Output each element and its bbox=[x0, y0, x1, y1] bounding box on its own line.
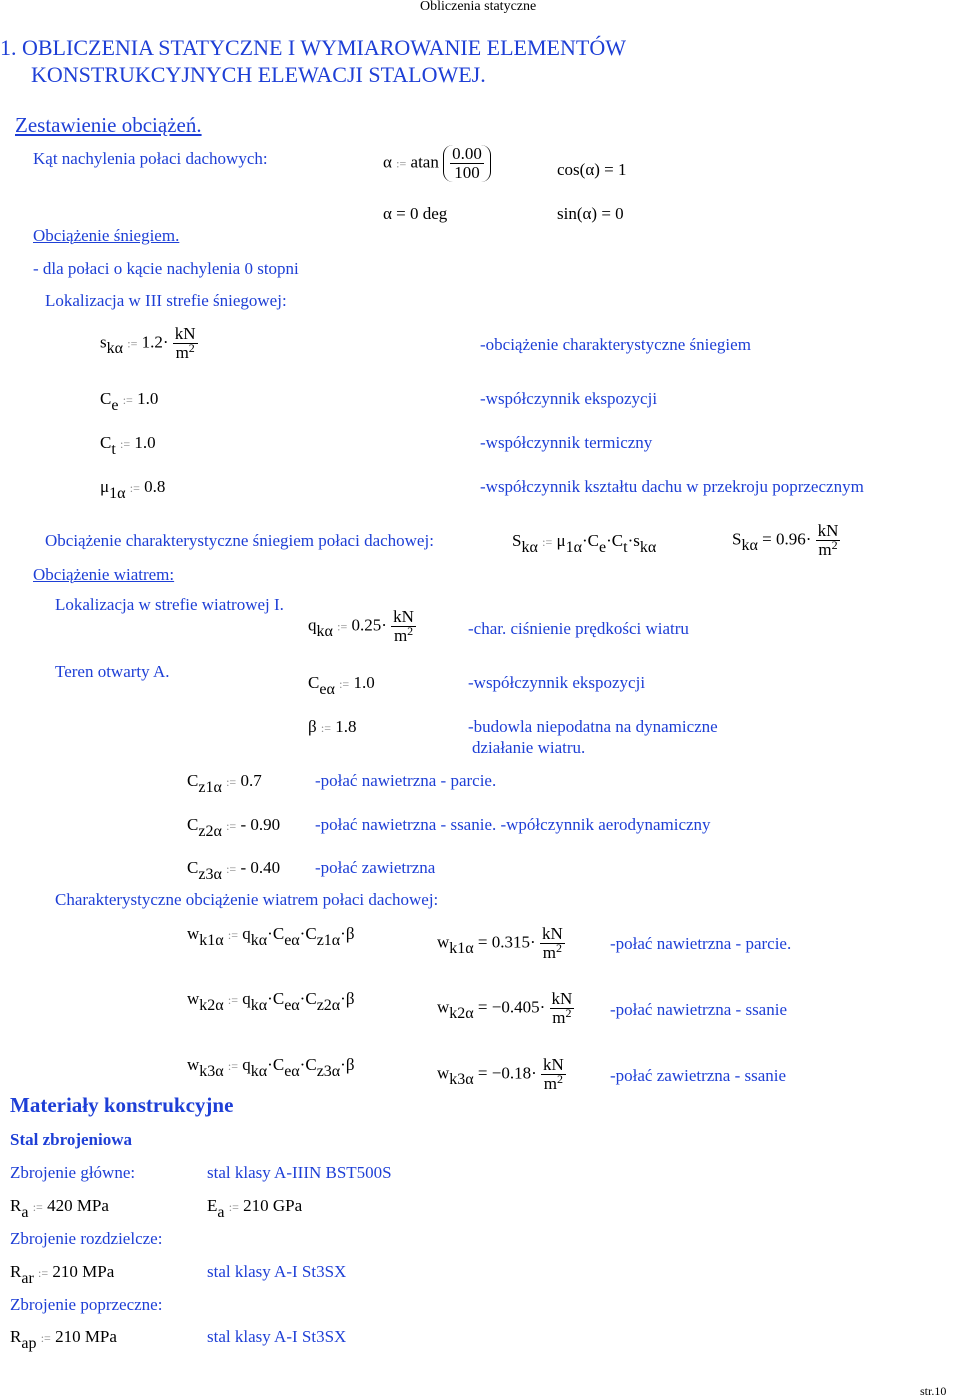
snow-S-definition: Skα := μ1α·Ce·Ct·skα bbox=[512, 531, 657, 556]
snow-ct-formula: Ct := 1.0 bbox=[100, 433, 156, 458]
page-number: str.10 bbox=[920, 1384, 947, 1398]
wind-total-label: Charakterystyczne obciążenie wiatrem połaci dachowej: bbox=[55, 890, 439, 909]
materials-main-class: stal klasy A-IIIN BST500S bbox=[207, 1163, 392, 1182]
materials-Rar-class: stal klasy A-I St3SX bbox=[207, 1262, 347, 1281]
wind-cz3-desc: -połać zawietrzna bbox=[315, 858, 436, 877]
wind-cz1-desc: -połać nawietrzna - parcie. bbox=[315, 771, 497, 790]
wind-beta-desc-line1: -budowla niepodatna na dynamiczne bbox=[468, 717, 718, 736]
wind-beta-desc-line2: działanie wiatru. bbox=[472, 738, 586, 757]
materials-dist-label: Zbrojenie rozdzielcze: bbox=[10, 1229, 163, 1248]
snow-S-result: Skα = 0.96· $\frac{kN}{m^2}$ bbox=[732, 521, 839, 559]
snow-sk-desc: -obciążenie charakterystyczne śniegiem bbox=[480, 335, 751, 354]
roof-angle-label: Kąt nachylenia połaci dachowych: bbox=[33, 149, 268, 168]
wind-location: Lokalizacja w strefie wiatrowej I. bbox=[55, 595, 284, 614]
materials-steel-label: Stal zbrojeniowa bbox=[10, 1130, 132, 1149]
wind-cz3-formula: Cz3α := - 0.40 bbox=[187, 858, 281, 883]
snow-location: Lokalizacja w III strefie śniegowej: bbox=[45, 291, 287, 310]
wind-w2-formula: wk2α := qkα·Ceα·Cz2α·β bbox=[187, 989, 355, 1014]
wind-qk-desc: -char. ciśnienie prędkości wiatru bbox=[468, 619, 689, 638]
materials-trans-label: Zbrojenie poprzeczne: bbox=[10, 1295, 163, 1314]
running-header: Obliczenia statyczne bbox=[420, 0, 537, 14]
materials-main-label: Zbrojenie główne: bbox=[10, 1163, 136, 1182]
snow-ct-desc: -współczynnik termiczny bbox=[480, 433, 653, 452]
chapter-title-line2: KONSTRUKCYJNYCH ELEWACJI STALOWEJ. bbox=[31, 62, 486, 87]
wind-cz1-formula: Cz1α := 0.7 bbox=[187, 771, 262, 796]
wind-w3-formula: wk3α := qkα·Ceα·Cz3α·β bbox=[187, 1055, 355, 1080]
snow-ce-desc: -współczynnik ekspozycji bbox=[480, 389, 658, 408]
materials-Rar-formula: Rar := 210 MPa bbox=[10, 1262, 115, 1287]
snow-heading: Obciążenie śniegiem. bbox=[33, 226, 180, 245]
materials-heading: Materiały konstrukcyjne bbox=[10, 1093, 234, 1117]
wind-terrain: Teren otwarty A. bbox=[55, 662, 170, 681]
wind-w2-desc: -połać nawietrzna - ssanie bbox=[610, 1000, 787, 1019]
materials-Rap-formula: Rap := 210 MPa bbox=[10, 1327, 117, 1352]
wind-ce-formula: Ceα := 1.0 bbox=[308, 673, 375, 698]
wind-w1-desc: -połać nawietrzna - parcie. bbox=[610, 934, 792, 953]
snow-ce-formula: Ce := 1.0 bbox=[100, 389, 159, 414]
wind-heading: Obciążenie wiatrem: bbox=[33, 565, 175, 584]
snow-mu-formula: μ1α := 0.8 bbox=[100, 477, 166, 502]
cos-alpha-result: cos(α) = 1 bbox=[557, 160, 627, 179]
snow-slope-note: - dla połaci o kącie nachylenia 0 stopni bbox=[33, 259, 299, 278]
wind-cz2-formula: Cz2α := - 0.90 bbox=[187, 815, 281, 840]
chapter-title-line1: 1. OBLICZENIA STATYCZNE I WYMIAROWANIE ELEMENTÓW bbox=[0, 35, 626, 60]
wind-cz2-desc: -połać nawietrzna - ssanie. -wpółczynnik aerodynamiczny bbox=[315, 815, 711, 834]
wind-w1-formula: wk1α := qkα·Ceα·Cz1α·β bbox=[187, 924, 355, 949]
materials-Rap-class: stal klasy A-I St3SX bbox=[207, 1327, 347, 1346]
wind-w1-result: wk1α = 0.315· $\frac{kN}{m^2}$ bbox=[437, 924, 563, 962]
wind-w2-result: wk2α = −0.405· $\frac{kN}{m^2}$ bbox=[437, 989, 573, 1027]
wind-ce-desc: -współczynnik ekspozycji bbox=[468, 673, 646, 692]
alpha-definition: α := atan $\frac{0.00}{100}$ bbox=[383, 145, 491, 182]
snow-sk-formula: skα := 1.2· $\frac{kN}{m^2}$ bbox=[100, 324, 196, 362]
materials-Ea-formula: Ea := 210 GPa bbox=[207, 1196, 303, 1221]
snow-mu-desc: -współczynnik kształtu dachu w przekroju poprzecznym bbox=[480, 477, 864, 496]
wind-qk-formula: qkα := 0.25· $\frac{kN}{m^2}$ bbox=[308, 607, 414, 645]
materials-Ra-formula: Ra := 420 MPa bbox=[10, 1196, 109, 1221]
loads-heading: Zestawienie obciążeń. bbox=[15, 113, 202, 137]
sin-alpha-result: sin(α) = 0 bbox=[557, 204, 624, 223]
wind-w3-desc: -połać zawietrzna - ssanie bbox=[610, 1066, 787, 1085]
wind-w3-result: wk3α = −0.18· $\frac{kN}{m^2}$ bbox=[437, 1055, 564, 1093]
snow-total-label: Obciążenie charakterystyczne śniegiem połaci dachowej: bbox=[45, 531, 434, 550]
wind-beta-formula: β := 1.8 bbox=[308, 717, 357, 736]
alpha-result: α = 0 deg bbox=[383, 204, 448, 223]
